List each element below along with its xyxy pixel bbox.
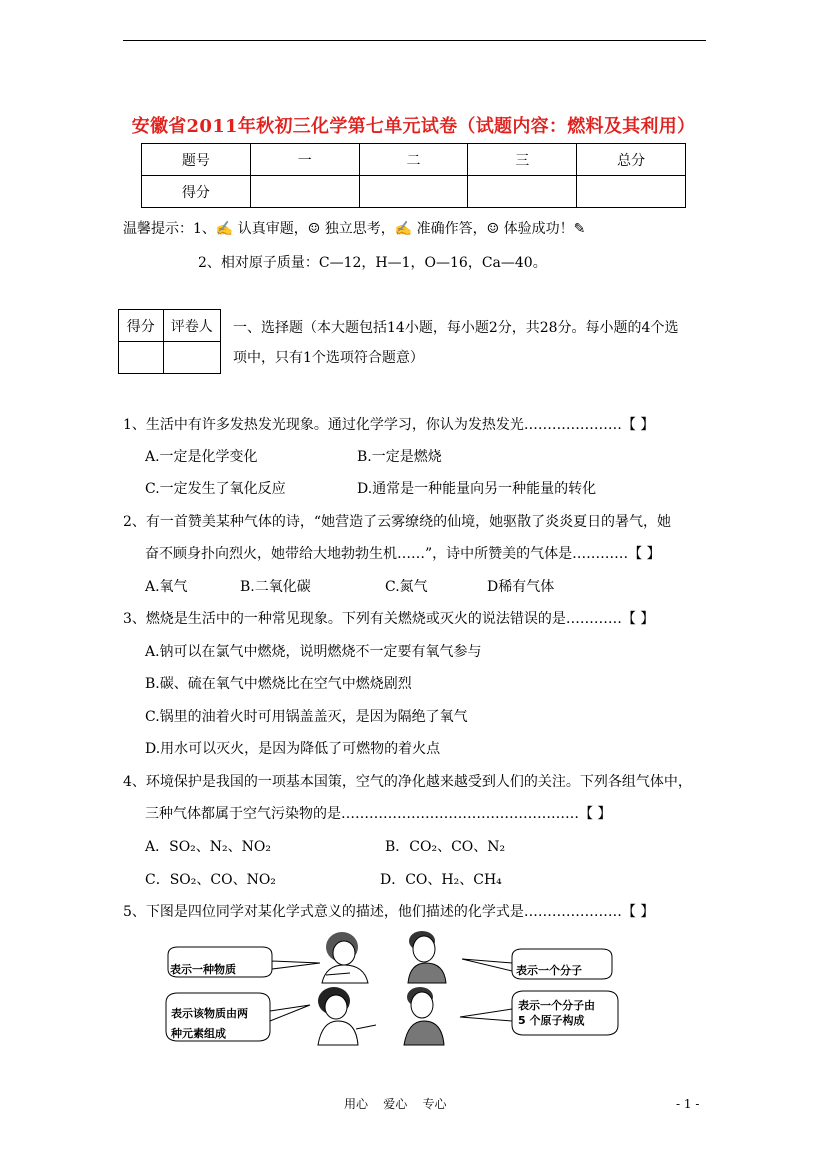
score-table xyxy=(141,143,686,208)
bubble-3-text-line-2: 种元素组成 xyxy=(171,1027,226,1040)
grader-score-label: 得分 xyxy=(119,310,164,342)
bubble-4-text-line-2: 5 个原子构成 xyxy=(518,1014,585,1027)
bubble-2-text: 表示一个分子 xyxy=(516,964,582,977)
question-3-option-c: C.锅里的油着火时可用锅盖盖灭，是因为隔绝了氧气 xyxy=(145,709,468,725)
question-4-stem-1: 4、环境保护是我国的一项基本国策，空气的净化越来越受到人们的关注。下列各组气体中， xyxy=(123,774,692,790)
question-2-option-d: D稀有气体 xyxy=(487,579,555,595)
question-4-option-b: B．CO₂、CO、N₂ xyxy=(385,839,506,855)
question-1-option-d: D.通常是一种能量向另一种能量的转化 xyxy=(357,481,597,497)
student-4-figure xyxy=(404,987,444,1045)
question-2-option-a: A.氧气 xyxy=(145,579,188,595)
grader-table xyxy=(118,309,221,374)
question-2-option-c: C.氮气 xyxy=(385,579,428,595)
student-1-figure xyxy=(322,932,368,983)
grader-score-cell[interactable] xyxy=(119,342,164,374)
score-row-values xyxy=(142,176,686,208)
section-heading-line-1: 一、选择题（本大题包括14小题，每小题2分，共28分。每小题的4个选 xyxy=(233,320,679,336)
score-cell: 一 xyxy=(250,144,359,176)
grader-person-cell[interactable] xyxy=(163,342,220,374)
tips-line-1: 温馨提示：1、✍ 认真审题，☺ 独立思考，✍ 准确作答，☺ 体验成功！✎ xyxy=(123,221,586,237)
bubble-4-text-line-1: 表示一个分子由 xyxy=(518,999,595,1012)
score-input-cell[interactable] xyxy=(250,176,359,208)
page-title: 安徽省2011年秋初三化学第七单元试卷（试题内容：燃料及其利用） xyxy=(131,116,696,137)
student-3-figure xyxy=(318,987,376,1045)
question-3-stem: 3、燃烧是生活中的一种常见现象。下列有关燃烧或灭火的说法错误的是…………【 】 xyxy=(123,611,655,627)
score-cell: 题号 xyxy=(142,144,251,176)
score-input-cell[interactable] xyxy=(468,176,577,208)
score-cell: 得分 xyxy=(142,176,251,208)
grader-person-label: 评卷人 xyxy=(163,310,220,342)
student-2-figure xyxy=(408,931,446,983)
score-row-header xyxy=(142,144,686,176)
bubble-1-text: 表示一种物质 xyxy=(170,963,236,976)
question-2-stem-1: 2、有一首赞美某种气体的诗，“她营造了云雾缭绕的仙境，她驱散了炎炎夏日的暑气，她 xyxy=(123,514,672,530)
footer-motto: 用心 爱心 专心 xyxy=(344,1097,447,1111)
question-1-stem: 1、生活中有许多发热发光现象。通过化学学习，你认为发热发光…………………【 】 xyxy=(123,417,655,433)
bubble-3-text-line-1: 表示该物质由两 xyxy=(171,1007,248,1020)
score-cell: 二 xyxy=(359,144,468,176)
question-4-option-c: C．SO₂、CO、NO₂ xyxy=(145,872,276,888)
score-input-cell[interactable] xyxy=(577,176,686,208)
score-cell: 总分 xyxy=(577,144,686,176)
question-1-option-b: B.一定是燃烧 xyxy=(357,449,442,465)
question-4-stem-2: 三种气体都属于空气污染物的是……………………………………………【 】 xyxy=(145,806,612,822)
score-cell: 三 xyxy=(468,144,577,176)
question-3-option-a: A.钠可以在氯气中燃烧，说明燃烧不一定要有氧气参与 xyxy=(145,644,482,660)
question-2-option-b: B.二氧化碳 xyxy=(240,579,311,595)
question-3-option-d: D.用水可以灭火，是因为降低了可燃物的着火点 xyxy=(145,741,441,757)
question-1-option-c: C.一定发生了氧化反应 xyxy=(145,481,286,497)
question-4-option-a: A．SO₂、N₂、NO₂ xyxy=(145,839,271,855)
question-1-option-a: A.一定是化学变化 xyxy=(145,449,258,465)
header-rule xyxy=(123,40,706,41)
question-4-option-d: D．CO、H₂、CH₄ xyxy=(380,872,502,888)
question-2-stem-2: 奋不顾身扑向烈火，她带给大地勃勃生机……”，诗中所赞美的气体是…………【 】 xyxy=(145,546,661,562)
tips-line-2: 2、相对原子质量：C—12，H—1，O—16，Ca—40。 xyxy=(198,255,547,271)
score-input-cell[interactable] xyxy=(359,176,468,208)
question-5-stem: 5、下图是四位同学对某化学式意义的描述，他们描述的化学式是…………………【 】 xyxy=(123,904,655,920)
question-3-option-b: B.碳、硫在氧气中燃烧比在空气中燃烧剧烈 xyxy=(145,676,412,692)
page-number: - 1 - xyxy=(676,1097,700,1111)
section-heading-line-2: 项中，只有1个选项符合题意） xyxy=(233,350,424,366)
